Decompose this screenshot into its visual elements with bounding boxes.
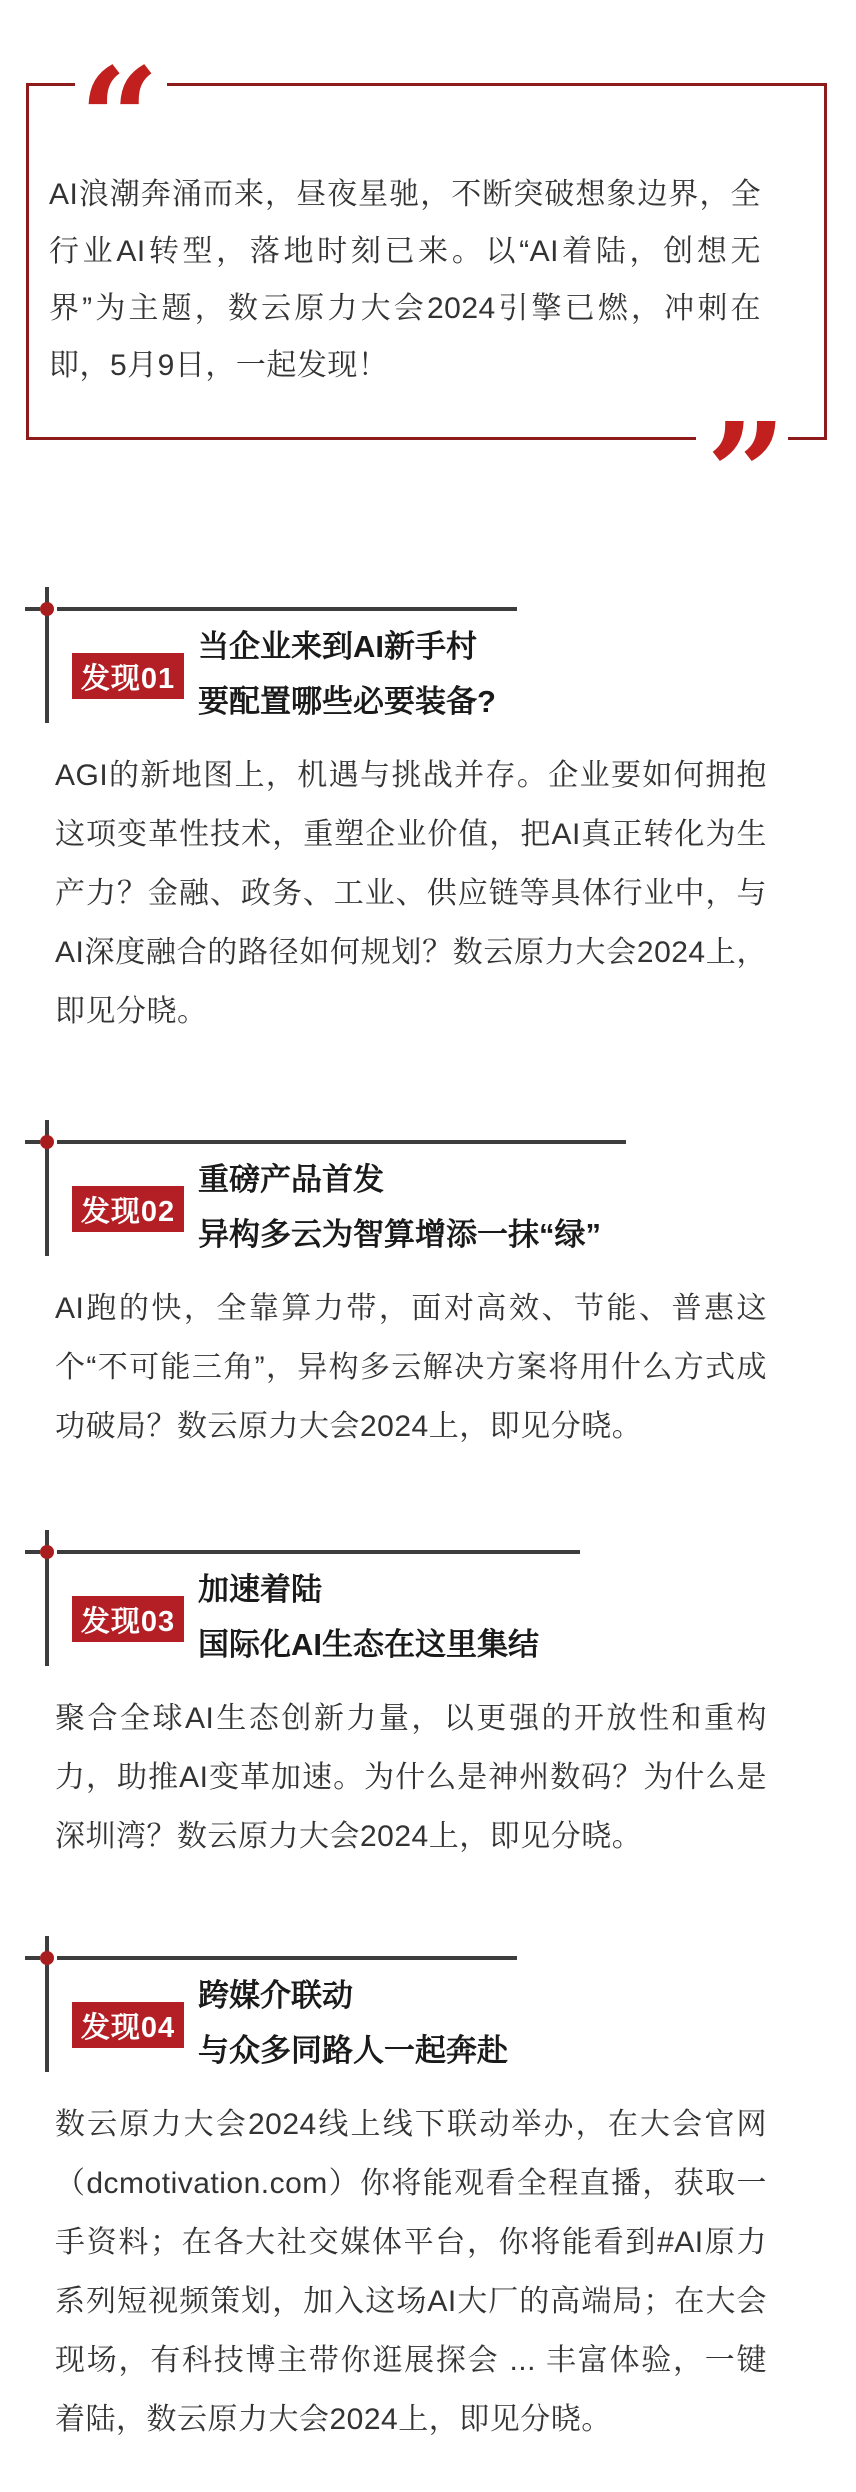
section-body: AGI的新地图上，机遇与挑战并存。企业要如何拥抱这项变革性技术，重塑企业价值，把AI真正转化为生产力？金融、政务、工业、供应链等具体行业中，与AI深度融合的路径如何规划？数云原力大会2024上，即见分晓。 bbox=[55, 759, 767, 1028]
section-title-line2: 异构多云为智算增添一抹“绿” bbox=[198, 1217, 601, 1252]
timeline-dot-icon bbox=[40, 1135, 54, 1149]
section-body: 数云原力大会2024线上线下联动举办，在大会官网（dcmotivation.com）你将能观看全程直播，获取一手资料；在各大社交媒体平台，你将能看到#AI原力系列短视频策划，加入这场AI大厂的高端局；在大会现场，有科技博主带你逛展探会 ... 丰富体验，一键着陆，数云原力大会2024上，即见分晓。 bbox=[55, 2108, 767, 2436]
quote-text: AI浪潮奔涌而来，昼夜星驰，不断突破想象边界，全行业AI转型，落地时刻已来。以“AI着陆，创想无界”为主题，数云原力大会2024引擎已燃，冲刺在即，5月9日，一起发现！ bbox=[49, 178, 761, 382]
timeline-dash bbox=[25, 1140, 40, 1144]
timeline-dash bbox=[25, 1956, 40, 1960]
section-title bbox=[198, 1562, 539, 1672]
section-title-line1: 重磅产品首发 bbox=[198, 1162, 384, 1197]
section-title-line2: 国际化AI生态在这里集结 bbox=[198, 1627, 539, 1662]
quote-card bbox=[26, 38, 827, 557]
timeline-horizontal-line bbox=[57, 1956, 517, 1960]
section-title bbox=[198, 1968, 508, 2078]
timeline-dash bbox=[25, 1550, 40, 1554]
discovery-badge-02: 发现02 bbox=[72, 1186, 184, 1232]
section-title-line2: 与众多同路人一起奔赴 bbox=[198, 2033, 508, 2068]
section-body: 聚合全球AI生态创新力量，以更强的开放性和重构力，助推AI变革加速。为什么是神州数码？为什么是深圳湾？数云原力大会2024上，即见分晓。 bbox=[55, 1702, 767, 1853]
section-title-line1: 当企业来到AI新手村 bbox=[198, 629, 477, 664]
section-title-line2: 要配置哪些必要装备? bbox=[198, 684, 496, 719]
close-quote-glyph: ” bbox=[706, 393, 787, 557]
discovery-badge-01: 发现01 bbox=[72, 653, 184, 699]
open-quote-glyph: “ bbox=[79, 38, 160, 202]
discovery-badge-03: 发现03 bbox=[72, 1596, 184, 1642]
timeline-horizontal-line bbox=[57, 607, 517, 611]
timeline-dot-icon bbox=[40, 1545, 54, 1559]
discovery-badge-04: 发现04 bbox=[72, 2002, 184, 2048]
open-quote-icon bbox=[75, 38, 167, 202]
section-body: AI跑的快，全靠算力带，面对高效、节能、普惠这个“不可能三角”，异构多云解决方案将用什么方式成功破局？数云原力大会2024上，即见分晓。 bbox=[55, 1292, 767, 1443]
timeline-horizontal-line bbox=[57, 1140, 626, 1144]
section-title-line1: 跨媒介联动 bbox=[198, 1978, 353, 2013]
section-title bbox=[198, 1152, 601, 1262]
timeline-dash bbox=[25, 607, 40, 611]
close-quote-icon bbox=[696, 393, 788, 557]
timeline-dot-icon bbox=[40, 602, 54, 616]
section-title-line1: 加速着陆 bbox=[198, 1572, 322, 1607]
section-title bbox=[198, 619, 496, 729]
timeline-dot-icon bbox=[40, 1951, 54, 1965]
timeline-horizontal-line bbox=[57, 1550, 580, 1554]
